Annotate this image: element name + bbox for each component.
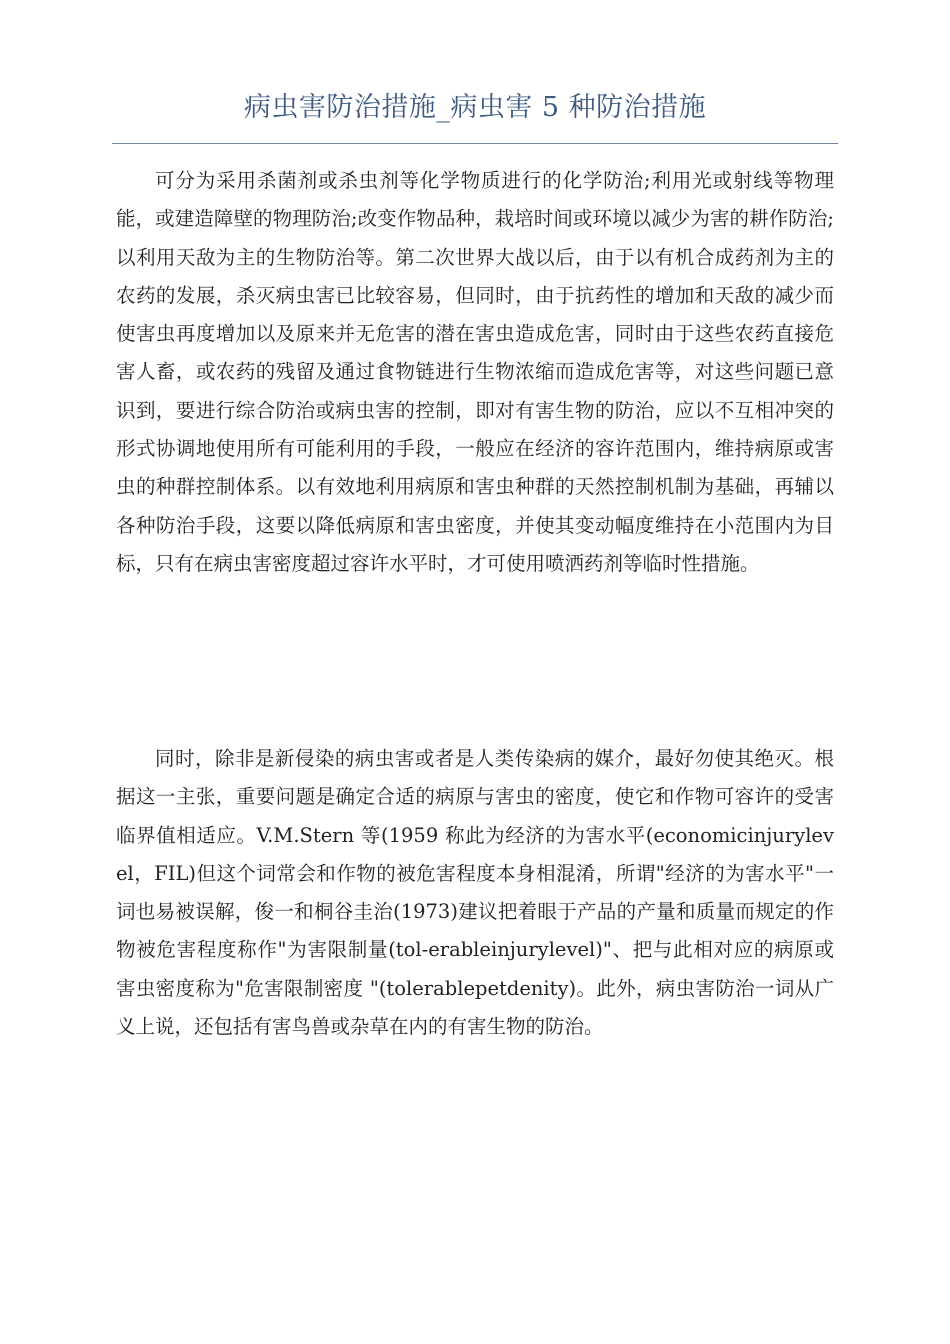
body-paragraph-2: 同时，除非是新侵染的病虫害或者是人类传染病的媒介，最好勿使其绝灭。根据这一主张，重要问题是确定合适的病原与害虫的密度，使它和作物可容许的受害临界值相适应。V.M.Stern 等(1959 称此为经济的为害水平(economicinjurylevel，FIL)但这个词常会和作物的被危害程度本身相混淆，所谓"经济的为害水平"一词也易被误解，俊一和桐谷圭治(1973)建议把着眼于产品的产量和质量而规定的作物被危害程度称作"为害限制量(tol-erableinjurylevel)"、把与此相对应的病原或害虫密度称为"危害限制密度 "(tolerablepetdenity)。此外，病虫害防治一词从广义上说，还包括有害鸟兽或杂草在内的有害生物的防治。 — [116, 747, 834, 1039]
page-title: 病虫害防治措施_病虫害 5 种防治措施 — [243, 92, 707, 123]
title-underline — [112, 143, 838, 144]
body-paragraph-1: 可分为采用杀菌剂或杀虫剂等化学物质进行的化学防治;利用光或射线等物理能，或建造障壁的物理防治;改变作物品种，栽培时间或环境以减少为害的耕作防治;以利用天敌为主的生物防治等。第二次世界大战以后，由于以有机合成药剂为主的农药的发展，杀灭病虫害已比较容易，但同时，由于抗药性的增加和天敌的减少而使害虫再度增加以及原来并无危害的潜在害虫造成危害，同时由于这些农药直接危害人畜，或农药的残留及通过食物链进行生物浓缩而造成危害等，对这些问题已意识到，要进行综合防治或病虫害的控制，即对有害生物的防治，应以不互相冲突的形式协调地使用所有可能利用的手段，一般应在经济的容许范围内，维持病原或害虫的种群控制体系。以有效地利用病原和害虫种群的天然控制机制为基础，再辅以各种防治手段，这要以降低病原和害虫密度，并使其变动幅度维持在小范围内为目标，只有在病虫害密度超过容许水平时，才可使用喷洒药剂等临时性措施。 — [116, 169, 834, 575]
